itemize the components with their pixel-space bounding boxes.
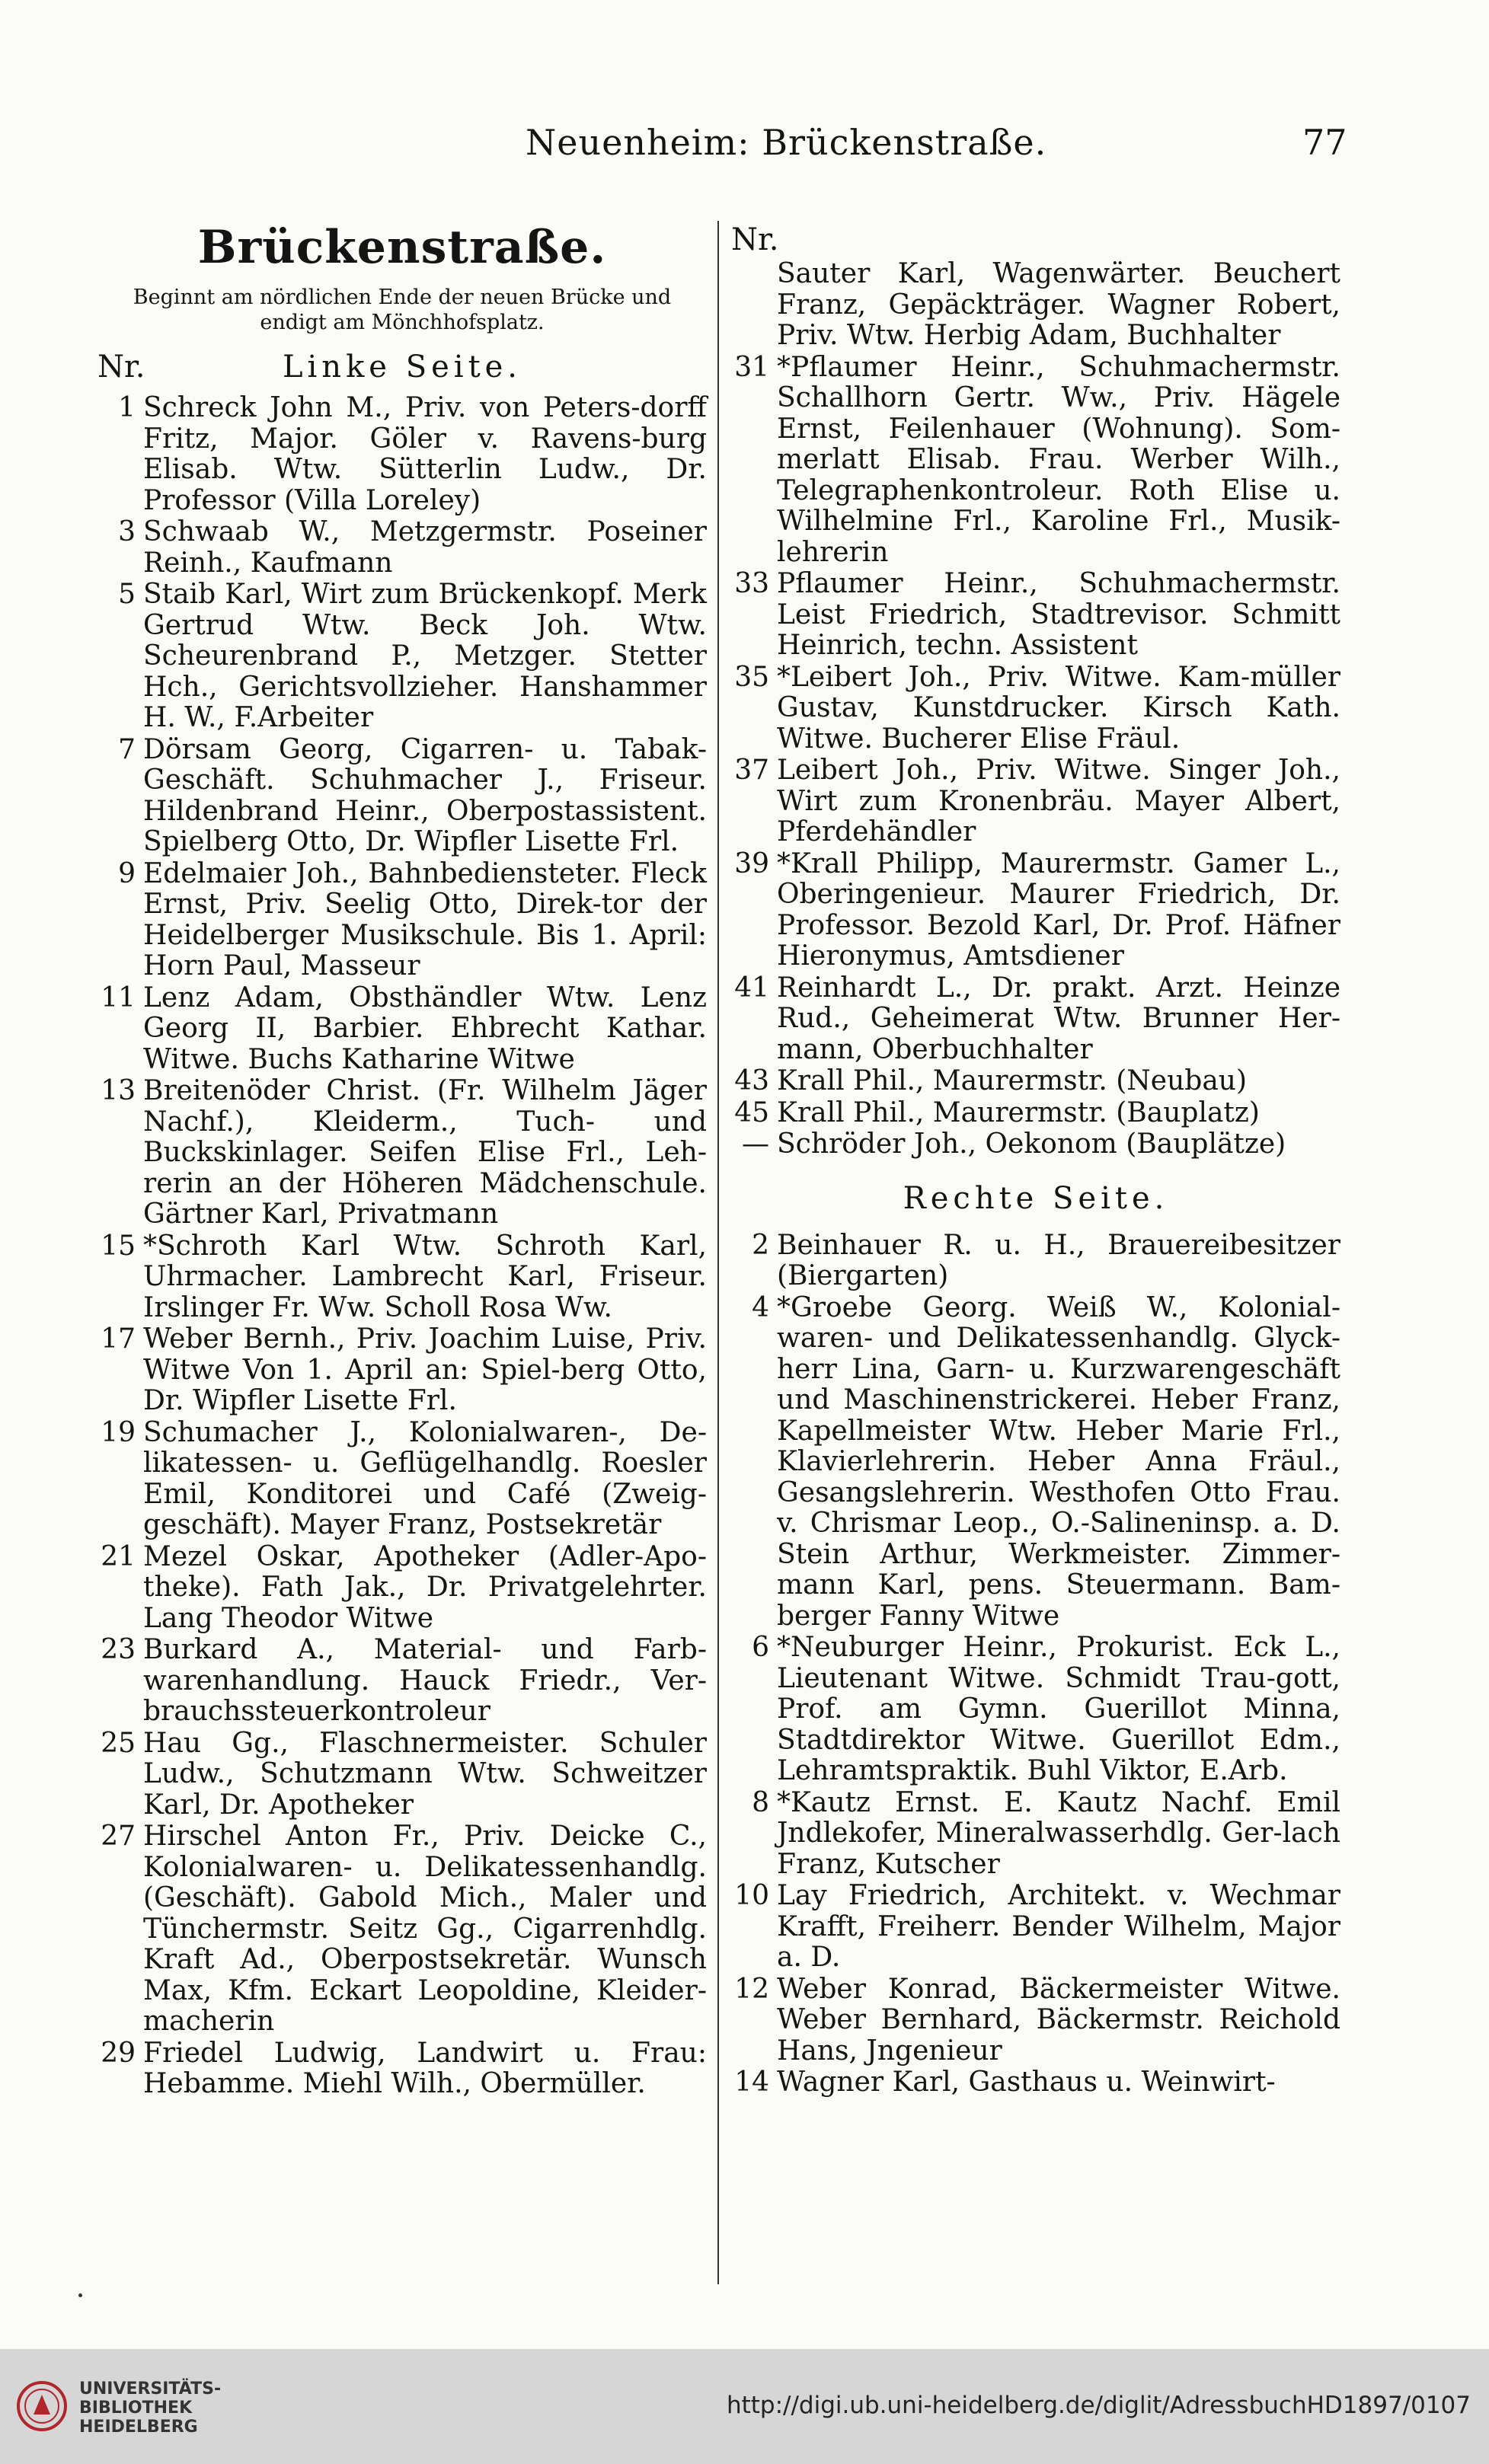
house-number: 15 [101,1230,136,1262]
house-number: 11 [101,981,136,1013]
entry-text: Schumacher J., Kolonialwaren-, De-likatessen- u. Geflügelhandlg. Roesler Emil, Konditorei und Café (Zweig-geschäft). Mayer Franz, Postsekretär [143,1416,707,1540]
ink-dot [78,2293,82,2297]
page-number: 77 [1302,122,1347,163]
list-item [97,1635,707,1728]
entry-list [731,1230,1340,2099]
house-number: 8 [752,1786,769,1818]
house-number: — [742,1128,769,1160]
entry-text: *Groebe Georg. Weiß W., Kolonial-waren- und Delikatessenhandlg. Glyck-herr Lina, Garn- u. Kurzwarengeschäft und Maschinenstrickerei. Heber Franz, Kapellmeister Wtw. Heber Marie Frl., Klavierlehrerin. Heber Anna Fräul., Gesangslehrerin. Westhofen Otto Frau. v. Chrismar Leop., O.-Salineninsp. a. D. Stein Arthur, Werkmeister. Zimmer-mann Karl, pens. Steuermann. Bam-berger Fanny Witwe [777,1291,1340,1632]
list-item [97,1324,707,1417]
list-item [731,1633,1340,1787]
entry-text: Beinhauer R. u. H., Brauereibesitzer (Biergarten) [777,1229,1340,1291]
entry-text: Sauter Karl, Wagenwärter. Beuchert Franz, Gepäckträger. Wagner Robert, Priv. Wtw. Herbig Adam, Buchhalter [777,258,1340,351]
entry-text: Friedel Ludwig, Landwirt u. Frau: Hebamme. Miehl Wilh., Obermüller. [143,2037,707,2099]
column-divider [717,221,719,2284]
entry-text: Schröder Joh., Oekonom (Bauplätze) [777,1128,1286,1160]
entry-text: *Neuburger Heinr., Prokurist. Eck L., Lieutenant Witwe. Schmidt Trau-gott, Prof. am Gymn. Guerillot Minna, Stadtdirektor Witwe. Guerillot Edm., Lehramtspraktik. Buhl Viktor, E.Arb. [777,1632,1340,1786]
entry-text: *Kautz Ernst. E. Kautz Nachf. Emil Jndlekofer, Mineralwasserhdlg. Ger-lach Franz, Kutscher [777,1786,1340,1880]
list-item [731,1098,1340,1129]
library-line: HEIDELBERG [79,2418,198,2437]
list-item [731,259,1340,352]
list-item [97,1821,707,2038]
library-seal-icon [15,2379,69,2433]
entry-text: Weber Bernh., Priv. Joachim Luise, Priv. Witwe Von 1. April an: Spiel-berg Otto, Dr. Wipfler Lisette Frl. [143,1323,707,1416]
list-item [97,1231,707,1324]
left-column [97,221,707,2101]
entry-list [97,393,707,2100]
street-description: Beginnt am nördlichen Ende der neuen Brücke und endigt am Mönchhofsplatz. [133,286,672,334]
entry-text: Edelmaier Joh., Bahnbediensteter. Fleck Ernst, Priv. Seelig Otto, Direk-tor der Heidelberger Musikschule. Bis 1. April: Horn Paul, Masseur [143,857,707,981]
house-number: 19 [101,1416,136,1448]
entry-text: Pflaumer Heinr., Schuhmachermstr. Leist Friedrich, Stadtrevisor. Schmitt Heinrich, techn. Assistent [777,568,1340,661]
list-item [97,393,707,516]
entry-text: Lenz Adam, Obsthändler Wtw. Lenz Georg II, Barbier. Ehbrecht Kathar. Witwe. Buchs Katharine Witwe [143,981,707,1075]
house-number: 1 [118,392,136,423]
house-number: 29 [101,2037,136,2069]
entry-text: Schreck John M., Priv. von Peters-dorff Fritz, Major. Göler v. Ravens-burg Elisab. Wtw. Sütterlin Ludw., Dr. Professor (Villa Loreley) [143,392,707,516]
entry-text: Wagner Karl, Gasthaus u. Weinwirt- [777,2067,1276,2098]
house-number: 27 [101,1821,136,1852]
list-item [731,1974,1340,2067]
entry-text: Hau Gg., Flaschnermeister. Schuler Ludw., Schutzmann Wtw. Schweitzer Karl, Dr. Apotheker [143,1727,707,1821]
house-number: 4 [752,1291,769,1323]
house-number: 41 [734,972,769,1004]
list-item [97,1728,707,1821]
house-number: 5 [118,579,136,610]
house-number: 3 [118,516,136,547]
list-item [731,1129,1340,1160]
house-number: 10 [734,1880,769,1911]
entry-text: Lay Friedrich, Architekt. v. Wechmar Krafft, Freiherr. Bender Wilhelm, Major a. D. [777,1880,1340,1973]
entry-text: Leibert Joh., Priv. Witwe. Singer Joh., Wirt zum Kronenbräu. Mayer Albert, Pferdehändler [777,755,1340,847]
house-number: 12 [734,1973,769,2005]
list-item [731,755,1340,848]
house-number: 39 [734,847,769,879]
list-item [97,517,707,579]
entry-text: Staib Karl, Wirt zum Brückenkopf. Merk Gertrud Wtw. Beck Joh. Wtw. Scheurenbrand P., Metzger. Stetter Hch., Gerichtsvollzieher. Hanshammer H. W., F.Arbeiter [143,579,707,733]
library-name [79,2379,221,2437]
house-number: 13 [101,1075,136,1106]
entry-text: *Leibert Joh., Priv. Witwe. Kam-müller Gustav, Kunstdrucker. Kirsch Kath. Witwe. Bucherer Elise Fräul. [777,661,1340,755]
list-item [731,353,1340,569]
house-number: 9 [118,857,136,889]
list-item [97,1542,707,1635]
house-number: 37 [734,755,769,786]
entry-text: *Krall Philipp, Maurermstr. Gamer L., Oberingenieur. Maurer Friedrich, Dr. Professor. Bezold Karl, Dr. Prof. Häfner Hieronymus, Amtsdiener [777,847,1340,972]
list-item [731,662,1340,755]
entry-list [731,353,1340,1160]
house-number: 6 [752,1632,769,1663]
entry-text: *Pflaumer Heinr., Schuhmachermstr. Schallhorn Gertr. Ww., Priv. Hägele Ernst, Feilenhauer (Wohnung). Som-merlatt Elisab. Frau. Werber Wilh., Telegraphenkontroleur. Roth Elise u. Wilhelmine Frl., Karoline Frl., Musik-lehrerin [777,351,1340,568]
house-number: 25 [101,1727,136,1759]
list-item [97,1076,707,1230]
entry-text: Dörsam Georg, Cigarren- u. Tabak-Geschäft. Schuhmacher J., Friseur. Hildenbrand Heinr., Oberpostassistent. Spielberg Otto, Dr. Wipfler Lisette Frl. [143,733,707,857]
list-item [731,1230,1340,1292]
house-number: 21 [101,1540,136,1572]
list-item [731,973,1340,1066]
house-number: 33 [734,568,769,599]
list-item [731,1788,1340,1881]
library-line: BIBLIOTHEK [79,2399,193,2418]
entry-text: Schwaab W., Metzgermstr. Poseiner Reinh., Kaufmann [143,516,707,579]
house-number: 43 [734,1065,769,1096]
side-heading-left [97,346,707,388]
list-item [731,1066,1340,1097]
source-url-link[interactable]: http://digi.ub.uni-heidelberg.de/diglit/AdressbuchHD1897/0107 [726,2392,1471,2419]
running-title: Neuenheim: Brückenstraße. [526,122,1047,163]
entry-text: Breitenöder Christ. (Fr. Wilhelm Jäger Nachf.), Kleiderm., Tuch- und Buckskinlager. Seifen Elise Frl., Leh-rerin an der Höheren Mädchenschule. Gärtner Karl, Privatmann [143,1075,707,1230]
right-column [731,221,1340,2099]
entry-text: *Schroth Karl Wtw. Schroth Karl, Uhrmacher. Lambrecht Karl, Friseur. Irslinger Fr. Ww. Scholl Rosa Ww. [143,1230,707,1323]
entry-text: Krall Phil., Maurermstr. (Bauplatz) [777,1096,1260,1128]
street-title: Brückenstraße. [197,221,607,274]
house-number: 35 [734,661,769,693]
house-number: 2 [752,1229,769,1261]
entry-text: Mezel Oskar, Apotheker (Adler-Apo-theke). Fath Jak., Dr. Privatgelehrter. Lang Theodor Witwe [143,1540,707,1634]
entry-text: Weber Konrad, Bäckermeister Witwe. Weber Bernhard, Bäckermstr. Reichold Hans, Jngenieur [777,1973,1340,2067]
house-number: 31 [734,351,769,383]
list-item [97,1418,707,1541]
list-item [97,859,707,982]
list-item [97,579,707,734]
list-item [97,735,707,858]
list-item [731,1293,1340,1633]
entry-text: Burkard A., Material- und Farb-warenhandlung. Hauck Friedr., Ver-brauchssteuerkontroleur [143,1634,707,1727]
house-number: 14 [734,2067,769,2098]
house-number: 23 [101,1634,136,1665]
library-line: UNIVERSITÄTS- [79,2379,222,2399]
house-number: 45 [734,1096,769,1128]
list-item [731,569,1340,662]
list-item [97,983,707,1076]
house-number: 7 [118,733,136,765]
entry-text: Hirschel Anton Fr., Priv. Deicke C., Kolonialwaren- u. Delikatessenhandlg. (Geschäft). Gabold Mich., Maler und Tünchermstr. Seitz Gg., Cigarrenhdlg. Kraft Ad., Oberpostsekretär. Wunsch Max, Kfm. Eckart Leopoldine, Kleider-macherin [143,1821,707,2037]
nr-label: Nr. [97,349,145,385]
entry-text: Reinhardt L., Dr. prakt. Arzt. Heinze Rud., Geheimerat Wtw. Brunner Her-mann, Oberbuchhalter [777,972,1340,1065]
side-label: Linke Seite. [282,349,522,385]
nr-label: Nr. [731,222,779,257]
list-item [731,849,1340,972]
list-item [97,2038,707,2100]
house-number: 17 [101,1323,136,1355]
side-heading-right: Rechte Seite. [903,1180,1169,1216]
list-item [731,1881,1340,1974]
footer-bar [0,2349,1489,2464]
entry-text: Krall Phil., Maurermstr. (Neubau) [777,1065,1248,1096]
list-item [731,2067,1340,2099]
